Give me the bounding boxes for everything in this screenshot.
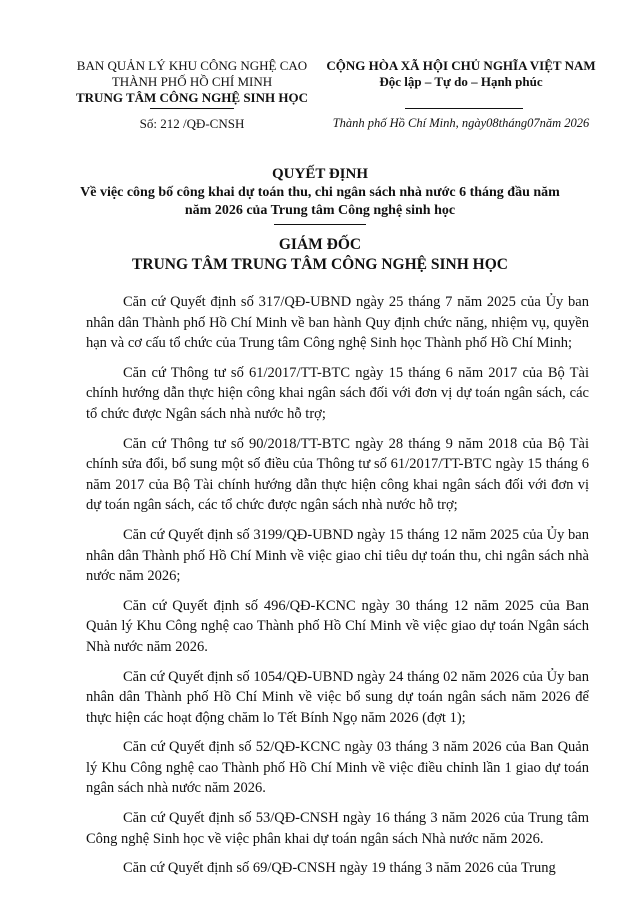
decision-title [62,165,578,225]
agency-underline [150,108,234,109]
subject-line-2: năm 2026 của Trung tâm Công nghệ sinh học [184,203,456,218]
subject-line-1: Về việc công bố công khai dự toán thu, chi ngân sách nhà nước 6 tháng đầu năm [80,185,560,200]
agency-line-1: BAN QUẢN LÝ KHU CÔNG NGHỆ CAO [76,58,308,73]
document-number: Số: 212 /QĐ-CNSH [139,116,245,131]
title-separator [274,224,366,225]
agency-line-3: TRUNG TÂM CÔNG NGHỆ SINH HỌC [76,90,308,105]
authority-title: GIÁM ĐỐC [278,236,362,253]
legal-basis-paragraph: Căn cứ Thông tư số 90/2018/TT-BTC ngày 28 tháng 9 năm 2018 của Bộ Tài chính sửa đổi, bổ sung một số điều của Thông tư số 61/2017/TT-BTC ngày 15 tháng 6 năm 2017 của Bộ Tài chính hướng dẫn thực hiện công khai ngân sách đối với đơn vị dự toán ngân sách, các tổ chức được ngân sách nhà nước hỗ trợ; [86,435,589,514]
legal-basis-paragraph: Căn cứ Thông tư số 61/2017/TT-BTC ngày 15 tháng 6 năm 2017 của Bộ Tài chính hướng dẫn thực hiện công khai ngân sách đối với đơn vị dự toán ngân sách, các tổ chức được Ngân sách nhà nước hỗ trợ; [86,364,589,422]
issuing-agency [62,58,322,106]
legal-basis-paragraph: Căn cứ Quyết định số 496/QĐ-KCNC ngày 30 tháng 12 năm 2025 của Ban Quản lý Khu Công nghệ cao Thành phố Hồ Chí Minh về việc giao dự toán Ngân sách Nhà nước năm 2026. [86,597,589,655]
legal-basis-paragraph: Căn cứ Quyết định số 317/QĐ-UBND ngày 25 tháng 7 năm 2025 của Ủy ban nhân dân Thành phố Hồ Chí Minh về ban hành Quy định chức năng, nhiệm vụ, quyền hạn và cơ cấu tổ chức của Trung tâm Công nghệ Sinh học Thành phố Hồ Chí Minh; [86,294,589,352]
legal-basis-paragraph: Căn cứ Quyết định số 69/QĐ-CNSH ngày 19 tháng 3 năm 2026 của Trung [123,860,556,877]
legal-basis-paragraph: Căn cứ Quyết định số 53/QĐ-CNSH ngày 16 tháng 3 năm 2026 của Trung tâm Công nghệ Sinh học về việc phân khai dự toán ngân sách Nhà nước năm 2026. [86,810,589,847]
authority-block [62,235,578,275]
motto: Độc lập – Tự do – Hạnh phúc [379,74,543,89]
legal-basis-paragraph: Căn cứ Quyết định số 52/QĐ-KCNC ngày 03 tháng 3 năm 2026 của Ban Quản lý Khu Công nghệ cao Thành phố Hồ Chí Minh về việc điều chỉnh lần 1 giao dự toán ngân sách nhà nước năm 2026. [86,739,589,797]
agency-line-2: THÀNH PHỐ HỒ CHÍ MINH [111,74,273,89]
legal-basis-paragraph: Căn cứ Quyết định số 1054/QĐ-UBND ngày 24 tháng 02 năm 2026 của Ủy ban nhân dân Thành phố Hồ Chí Minh về việc bổ sung dự toán ngân sách năm 2026 để thực hiện các hoạt động chăm lo Tết Bính Ngọ năm 2026 (đợt 1); [86,668,589,726]
motto-underline [405,108,523,109]
legal-bases [86,292,589,888]
place-and-date: Thành phố Hồ Chí Minh, ngày08tháng07năm 2026 [332,116,590,130]
legal-basis-paragraph: Căn cứ Quyết định số 3199/QĐ-UBND ngày 15 tháng 12 năm 2025 của Ủy ban nhân dân Thành phố Hồ Chí Minh về việc giao chỉ tiêu dự toán thu, chi ngân sách nhà nước năm 2026; [86,526,589,585]
national-motto [326,58,596,90]
authority-unit: TRUNG TÂM TRUNG TÂM CÔNG NGHỆ SINH HỌC [132,256,508,273]
decision-heading: QUYẾT ĐỊNH [272,166,368,182]
country-name: CỘNG HÒA XÃ HỘI CHỦ NGHĨA VIỆT NAM [326,58,596,73]
